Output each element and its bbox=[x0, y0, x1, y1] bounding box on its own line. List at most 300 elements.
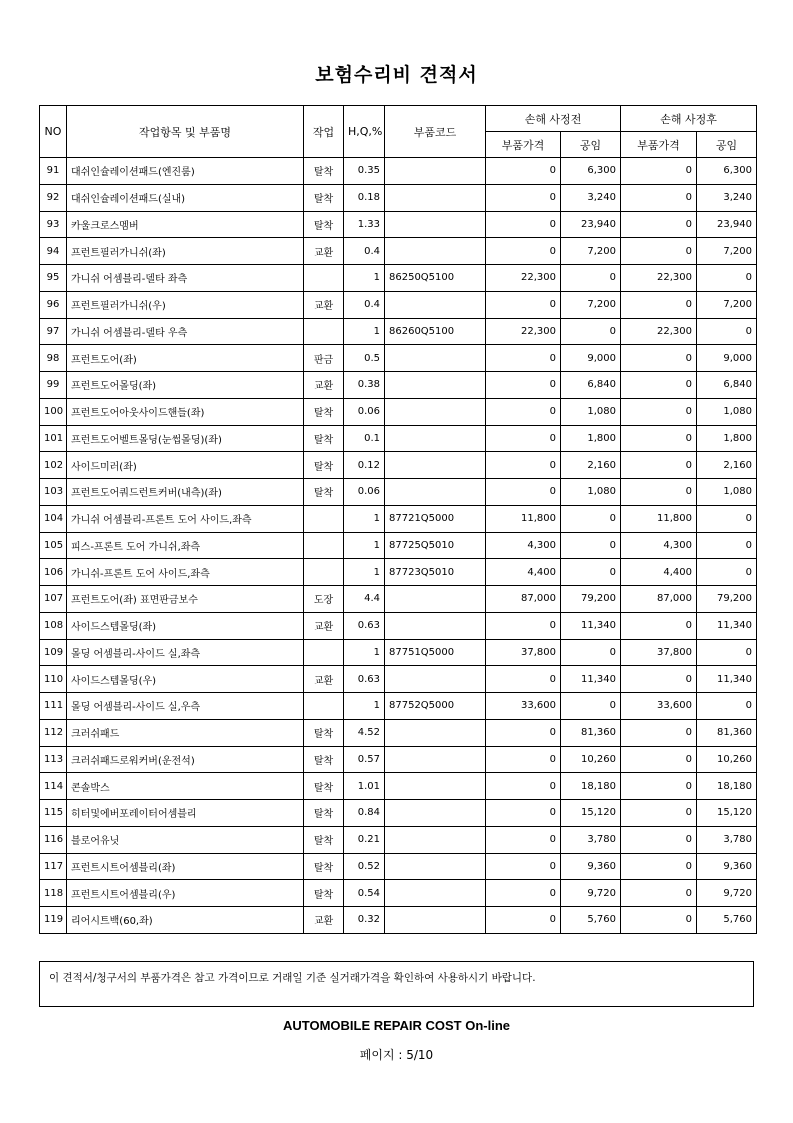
after-labor: 0 bbox=[697, 265, 757, 292]
after-labor: 15,120 bbox=[697, 800, 757, 827]
table-row bbox=[40, 559, 757, 586]
work-type: 도장 bbox=[304, 586, 344, 613]
after-part-price: 0 bbox=[621, 158, 697, 185]
part-code bbox=[385, 345, 486, 372]
work-type: 탈착 bbox=[304, 746, 344, 773]
hq-value: 1.33 bbox=[344, 211, 385, 238]
item-name: 대쉬인슐레이션패드(실내) bbox=[67, 184, 304, 211]
part-code bbox=[385, 452, 486, 479]
after-part-price: 0 bbox=[621, 907, 697, 934]
before-part-price: 0 bbox=[486, 291, 561, 318]
row-number: 101 bbox=[40, 425, 67, 452]
before-labor: 1,800 bbox=[561, 425, 621, 452]
table-row bbox=[40, 265, 757, 292]
hq-value: 0.54 bbox=[344, 880, 385, 907]
before-labor: 0 bbox=[561, 318, 621, 345]
after-labor: 3,780 bbox=[697, 826, 757, 853]
after-part-price: 0 bbox=[621, 479, 697, 506]
hq-value: 4.52 bbox=[344, 719, 385, 746]
hq-value: 0.18 bbox=[344, 184, 385, 211]
header-after-part-price: 부품가격 bbox=[621, 132, 697, 158]
part-code bbox=[385, 425, 486, 452]
work-type: 탈착 bbox=[304, 398, 344, 425]
part-code bbox=[385, 184, 486, 211]
item-name: 프런트도어(좌) bbox=[67, 345, 304, 372]
before-part-price: 0 bbox=[486, 398, 561, 425]
work-type bbox=[304, 318, 344, 345]
row-number: 91 bbox=[40, 158, 67, 185]
after-part-price: 0 bbox=[621, 211, 697, 238]
row-number: 102 bbox=[40, 452, 67, 479]
after-labor: 7,200 bbox=[697, 291, 757, 318]
after-part-price: 0 bbox=[621, 452, 697, 479]
page-number: 페이지 : 5/10 bbox=[359, 1048, 434, 1062]
work-type: 탈착 bbox=[304, 773, 344, 800]
after-part-price: 11,800 bbox=[621, 505, 697, 532]
part-code: 87751Q5000 bbox=[385, 639, 486, 666]
after-labor: 0 bbox=[697, 693, 757, 720]
row-number: 98 bbox=[40, 345, 67, 372]
hq-value: 0.35 bbox=[344, 158, 385, 185]
hq-value: 0.1 bbox=[344, 425, 385, 452]
before-part-price: 0 bbox=[486, 746, 561, 773]
row-number: 119 bbox=[40, 907, 67, 934]
after-part-price: 0 bbox=[621, 238, 697, 265]
part-code bbox=[385, 907, 486, 934]
before-labor: 79,200 bbox=[561, 586, 621, 613]
after-part-price: 33,600 bbox=[621, 693, 697, 720]
hq-value: 1 bbox=[344, 532, 385, 559]
work-type: 교환 bbox=[304, 291, 344, 318]
before-part-price: 22,300 bbox=[486, 318, 561, 345]
work-type bbox=[304, 532, 344, 559]
after-labor: 81,360 bbox=[697, 719, 757, 746]
part-code: 87725Q5010 bbox=[385, 532, 486, 559]
work-type: 탈착 bbox=[304, 184, 344, 211]
table-row bbox=[40, 612, 757, 639]
before-labor: 18,180 bbox=[561, 773, 621, 800]
row-number: 117 bbox=[40, 853, 67, 880]
after-part-price: 0 bbox=[621, 184, 697, 211]
item-name: 사이드미러(좌) bbox=[67, 452, 304, 479]
item-name: 사이드스텝몰딩(우) bbox=[67, 666, 304, 693]
table-row bbox=[40, 719, 757, 746]
before-labor: 0 bbox=[561, 559, 621, 586]
table-row bbox=[40, 345, 757, 372]
hq-value: 1 bbox=[344, 639, 385, 666]
before-labor: 7,200 bbox=[561, 291, 621, 318]
before-labor: 0 bbox=[561, 532, 621, 559]
item-name: 가니쉬 어셈블리-델타 좌측 bbox=[67, 265, 304, 292]
part-code bbox=[385, 746, 486, 773]
work-type: 탈착 bbox=[304, 211, 344, 238]
row-number: 109 bbox=[40, 639, 67, 666]
after-labor: 18,180 bbox=[697, 773, 757, 800]
before-part-price: 11,800 bbox=[486, 505, 561, 532]
item-name: 히터및에버포레이터어셈블리 bbox=[67, 800, 304, 827]
before-part-price: 0 bbox=[486, 425, 561, 452]
row-number: 114 bbox=[40, 773, 67, 800]
work-type: 교환 bbox=[304, 372, 344, 399]
before-part-price: 22,300 bbox=[486, 265, 561, 292]
table-row bbox=[40, 184, 757, 211]
before-part-price: 0 bbox=[486, 719, 561, 746]
item-name: 사이드스텝몰딩(좌) bbox=[67, 612, 304, 639]
part-code bbox=[385, 211, 486, 238]
item-name: 가니쉬-프론트 도어 사이드,좌측 bbox=[67, 559, 304, 586]
part-code bbox=[385, 719, 486, 746]
item-name: 가니쉬 어셈블리-프론트 도어 사이드,좌측 bbox=[67, 505, 304, 532]
work-type: 탈착 bbox=[304, 452, 344, 479]
work-type: 탈착 bbox=[304, 719, 344, 746]
after-labor: 11,340 bbox=[697, 612, 757, 639]
before-labor: 3,240 bbox=[561, 184, 621, 211]
before-part-price: 0 bbox=[486, 907, 561, 934]
item-name: 프런트도어아웃사이드핸들(좌) bbox=[67, 398, 304, 425]
after-labor: 0 bbox=[697, 318, 757, 345]
after-part-price: 22,300 bbox=[621, 318, 697, 345]
after-part-price: 0 bbox=[621, 372, 697, 399]
before-labor: 6,300 bbox=[561, 158, 621, 185]
table-row bbox=[40, 238, 757, 265]
before-part-price: 4,400 bbox=[486, 559, 561, 586]
part-code bbox=[385, 238, 486, 265]
part-code bbox=[385, 826, 486, 853]
estimate-table bbox=[39, 105, 757, 934]
hq-value: 1 bbox=[344, 559, 385, 586]
after-part-price: 22,300 bbox=[621, 265, 697, 292]
item-name: 프런트도어몰딩(좌) bbox=[67, 372, 304, 399]
table-row bbox=[40, 372, 757, 399]
row-number: 99 bbox=[40, 372, 67, 399]
item-name: 프런트도어쿼드런트커버(내측)(좌) bbox=[67, 479, 304, 506]
after-labor: 7,200 bbox=[697, 238, 757, 265]
after-labor: 3,240 bbox=[697, 184, 757, 211]
work-type bbox=[304, 639, 344, 666]
hq-value: 0.4 bbox=[344, 238, 385, 265]
table-row bbox=[40, 639, 757, 666]
item-name: 카울크로스멤버 bbox=[67, 211, 304, 238]
work-type bbox=[304, 559, 344, 586]
row-number: 112 bbox=[40, 719, 67, 746]
hq-value: 0.63 bbox=[344, 612, 385, 639]
work-type: 탈착 bbox=[304, 880, 344, 907]
item-name: 대쉬인슐레이션패드(엔진룸) bbox=[67, 158, 304, 185]
part-code bbox=[385, 158, 486, 185]
before-labor: 9,720 bbox=[561, 880, 621, 907]
table-row bbox=[40, 452, 757, 479]
part-code: 87721Q5000 bbox=[385, 505, 486, 532]
before-part-price: 0 bbox=[486, 372, 561, 399]
before-part-price: 0 bbox=[486, 211, 561, 238]
hq-value: 0.21 bbox=[344, 826, 385, 853]
before-part-price: 0 bbox=[486, 158, 561, 185]
part-code: 86260Q5100 bbox=[385, 318, 486, 345]
item-name: 프런트도어(좌) 표면판금보수 bbox=[67, 586, 304, 613]
hq-value: 0.32 bbox=[344, 907, 385, 934]
after-labor: 2,160 bbox=[697, 452, 757, 479]
before-part-price: 33,600 bbox=[486, 693, 561, 720]
after-labor: 6,300 bbox=[697, 158, 757, 185]
footer-brand: AUTOMOBILE REPAIR COST On-line bbox=[282, 1018, 511, 1033]
table-row bbox=[40, 291, 757, 318]
after-part-price: 0 bbox=[621, 291, 697, 318]
before-labor: 3,780 bbox=[561, 826, 621, 853]
after-labor: 23,940 bbox=[697, 211, 757, 238]
item-name: 몰딩 어셈블리-사이드 실,좌측 bbox=[67, 639, 304, 666]
item-name: 프런트도어벨트몰딩(눈썹몰딩)(좌) bbox=[67, 425, 304, 452]
row-number: 110 bbox=[40, 666, 67, 693]
item-name: 크러쉬패드 bbox=[67, 719, 304, 746]
hq-value: 0.4 bbox=[344, 291, 385, 318]
after-part-price: 0 bbox=[621, 880, 697, 907]
after-part-price: 0 bbox=[621, 666, 697, 693]
after-labor: 0 bbox=[697, 532, 757, 559]
before-labor: 11,340 bbox=[561, 666, 621, 693]
row-number: 100 bbox=[40, 398, 67, 425]
before-labor: 15,120 bbox=[561, 800, 621, 827]
part-code bbox=[385, 612, 486, 639]
row-number: 108 bbox=[40, 612, 67, 639]
header-after-adjustment: 손해 사정후 bbox=[621, 106, 757, 132]
after-labor: 9,360 bbox=[697, 853, 757, 880]
before-part-price: 0 bbox=[486, 345, 561, 372]
after-labor: 1,080 bbox=[697, 398, 757, 425]
before-part-price: 0 bbox=[486, 853, 561, 880]
hq-value: 1 bbox=[344, 318, 385, 345]
before-part-price: 0 bbox=[486, 880, 561, 907]
before-labor: 9,000 bbox=[561, 345, 621, 372]
table-row bbox=[40, 880, 757, 907]
item-name: 몰딩 어셈블리-사이드 실,우측 bbox=[67, 693, 304, 720]
after-labor: 11,340 bbox=[697, 666, 757, 693]
row-number: 96 bbox=[40, 291, 67, 318]
table-row bbox=[40, 746, 757, 773]
item-name: 콘솔박스 bbox=[67, 773, 304, 800]
after-part-price: 0 bbox=[621, 773, 697, 800]
hq-value: 0.5 bbox=[344, 345, 385, 372]
after-part-price: 0 bbox=[621, 425, 697, 452]
document-title: 보험수리비 견적서 bbox=[315, 64, 478, 86]
after-part-price: 0 bbox=[621, 746, 697, 773]
row-number: 113 bbox=[40, 746, 67, 773]
after-labor: 1,800 bbox=[697, 425, 757, 452]
work-type: 탈착 bbox=[304, 425, 344, 452]
before-part-price: 87,000 bbox=[486, 586, 561, 613]
hq-value: 4.4 bbox=[344, 586, 385, 613]
item-name: 프런트시트어셈블리(좌) bbox=[67, 853, 304, 880]
work-type: 탈착 bbox=[304, 853, 344, 880]
row-number: 103 bbox=[40, 479, 67, 506]
item-name: 리어시트백(60,좌) bbox=[67, 907, 304, 934]
row-number: 97 bbox=[40, 318, 67, 345]
work-type: 교환 bbox=[304, 238, 344, 265]
header-item: 작업항목 및 부품명 bbox=[67, 106, 304, 158]
header-part-code: 부품코드 bbox=[385, 106, 486, 158]
after-part-price: 4,300 bbox=[621, 532, 697, 559]
after-part-price: 87,000 bbox=[621, 586, 697, 613]
row-number: 105 bbox=[40, 532, 67, 559]
table-row bbox=[40, 800, 757, 827]
item-name: 프런트필러가니쉬(좌) bbox=[67, 238, 304, 265]
before-part-price: 0 bbox=[486, 238, 561, 265]
work-type: 탈착 bbox=[304, 826, 344, 853]
part-code bbox=[385, 666, 486, 693]
after-labor: 79,200 bbox=[697, 586, 757, 613]
hq-value: 1 bbox=[344, 505, 385, 532]
hq-value: 0.52 bbox=[344, 853, 385, 880]
part-code bbox=[385, 880, 486, 907]
hq-value: 0.06 bbox=[344, 398, 385, 425]
part-code bbox=[385, 586, 486, 613]
hq-value: 0.84 bbox=[344, 800, 385, 827]
hq-value: 1 bbox=[344, 265, 385, 292]
header-hq: H,Q,% bbox=[344, 106, 385, 158]
after-labor: 9,720 bbox=[697, 880, 757, 907]
row-number: 107 bbox=[40, 586, 67, 613]
table-row bbox=[40, 479, 757, 506]
item-name: 프런트필러가니쉬(우) bbox=[67, 291, 304, 318]
after-labor: 0 bbox=[697, 639, 757, 666]
hq-value: 0.12 bbox=[344, 452, 385, 479]
after-labor: 1,080 bbox=[697, 479, 757, 506]
part-code: 87723Q5010 bbox=[385, 559, 486, 586]
before-part-price: 4,300 bbox=[486, 532, 561, 559]
table-row bbox=[40, 211, 757, 238]
work-type bbox=[304, 693, 344, 720]
row-number: 118 bbox=[40, 880, 67, 907]
item-name: 프런트시트어셈블리(우) bbox=[67, 880, 304, 907]
after-part-price: 0 bbox=[621, 345, 697, 372]
row-number: 95 bbox=[40, 265, 67, 292]
part-code bbox=[385, 853, 486, 880]
header-after-labor: 공임 bbox=[697, 132, 757, 158]
header-before-part-price: 부품가격 bbox=[486, 132, 561, 158]
header-before-adjustment: 손해 사정전 bbox=[486, 106, 621, 132]
before-part-price: 0 bbox=[486, 452, 561, 479]
before-labor: 11,340 bbox=[561, 612, 621, 639]
before-labor: 1,080 bbox=[561, 479, 621, 506]
table-row bbox=[40, 532, 757, 559]
before-labor: 1,080 bbox=[561, 398, 621, 425]
before-labor: 0 bbox=[561, 265, 621, 292]
before-part-price: 37,800 bbox=[486, 639, 561, 666]
after-labor: 10,260 bbox=[697, 746, 757, 773]
before-part-price: 0 bbox=[486, 612, 561, 639]
before-part-price: 0 bbox=[486, 826, 561, 853]
after-part-price: 0 bbox=[621, 800, 697, 827]
header-before-labor: 공임 bbox=[561, 132, 621, 158]
hq-value: 1 bbox=[344, 693, 385, 720]
price-notice: 이 견적서/청구서의 부품가격은 참고 가격이므로 거래일 기준 실거래가격을 확인하여 사용하시기 바랍니다. bbox=[39, 961, 754, 1007]
before-labor: 6,840 bbox=[561, 372, 621, 399]
hq-value: 1.01 bbox=[344, 773, 385, 800]
part-code bbox=[385, 291, 486, 318]
after-part-price: 0 bbox=[621, 398, 697, 425]
after-labor: 0 bbox=[697, 505, 757, 532]
before-labor: 9,360 bbox=[561, 853, 621, 880]
row-number: 92 bbox=[40, 184, 67, 211]
before-part-price: 0 bbox=[486, 479, 561, 506]
before-labor: 0 bbox=[561, 639, 621, 666]
hq-value: 0.57 bbox=[344, 746, 385, 773]
work-type: 판금 bbox=[304, 345, 344, 372]
part-code bbox=[385, 372, 486, 399]
after-part-price: 0 bbox=[621, 826, 697, 853]
before-labor: 0 bbox=[561, 693, 621, 720]
before-labor: 23,940 bbox=[561, 211, 621, 238]
table-row bbox=[40, 693, 757, 720]
row-number: 106 bbox=[40, 559, 67, 586]
table-row bbox=[40, 318, 757, 345]
before-labor: 81,360 bbox=[561, 719, 621, 746]
after-labor: 9,000 bbox=[697, 345, 757, 372]
after-part-price: 0 bbox=[621, 853, 697, 880]
row-number: 116 bbox=[40, 826, 67, 853]
work-type: 탈착 bbox=[304, 479, 344, 506]
item-name: 블로어유닛 bbox=[67, 826, 304, 853]
work-type: 교환 bbox=[304, 612, 344, 639]
after-part-price: 0 bbox=[621, 719, 697, 746]
item-name: 가니쉬 어셈블리-델타 우측 bbox=[67, 318, 304, 345]
header-work: 작업 bbox=[304, 106, 344, 158]
before-part-price: 0 bbox=[486, 666, 561, 693]
table-row bbox=[40, 853, 757, 880]
after-labor: 6,840 bbox=[697, 372, 757, 399]
header-no: NO bbox=[40, 106, 67, 158]
before-labor: 2,160 bbox=[561, 452, 621, 479]
row-number: 115 bbox=[40, 800, 67, 827]
hq-value: 0.63 bbox=[344, 666, 385, 693]
table-row bbox=[40, 586, 757, 613]
work-type: 탈착 bbox=[304, 800, 344, 827]
part-code bbox=[385, 479, 486, 506]
work-type: 교환 bbox=[304, 907, 344, 934]
table-body bbox=[40, 158, 757, 934]
before-labor: 0 bbox=[561, 505, 621, 532]
table-row bbox=[40, 826, 757, 853]
hq-value: 0.38 bbox=[344, 372, 385, 399]
work-type bbox=[304, 505, 344, 532]
before-part-price: 0 bbox=[486, 773, 561, 800]
hq-value: 0.06 bbox=[344, 479, 385, 506]
row-number: 94 bbox=[40, 238, 67, 265]
table-row bbox=[40, 773, 757, 800]
item-name: 피스-프론트 도어 가니쉬,좌측 bbox=[67, 532, 304, 559]
after-part-price: 37,800 bbox=[621, 639, 697, 666]
table-row bbox=[40, 907, 757, 934]
after-labor: 0 bbox=[697, 559, 757, 586]
table-row bbox=[40, 666, 757, 693]
row-number: 111 bbox=[40, 693, 67, 720]
table-row bbox=[40, 425, 757, 452]
before-labor: 10,260 bbox=[561, 746, 621, 773]
part-code: 87752Q5000 bbox=[385, 693, 486, 720]
work-type: 탈착 bbox=[304, 158, 344, 185]
before-labor: 5,760 bbox=[561, 907, 621, 934]
before-labor: 7,200 bbox=[561, 238, 621, 265]
row-number: 104 bbox=[40, 505, 67, 532]
part-code bbox=[385, 773, 486, 800]
part-code bbox=[385, 398, 486, 425]
row-number: 93 bbox=[40, 211, 67, 238]
work-type: 교환 bbox=[304, 666, 344, 693]
table-row bbox=[40, 158, 757, 185]
before-part-price: 0 bbox=[486, 800, 561, 827]
after-part-price: 0 bbox=[621, 612, 697, 639]
part-code bbox=[385, 800, 486, 827]
part-code: 86250Q5100 bbox=[385, 265, 486, 292]
